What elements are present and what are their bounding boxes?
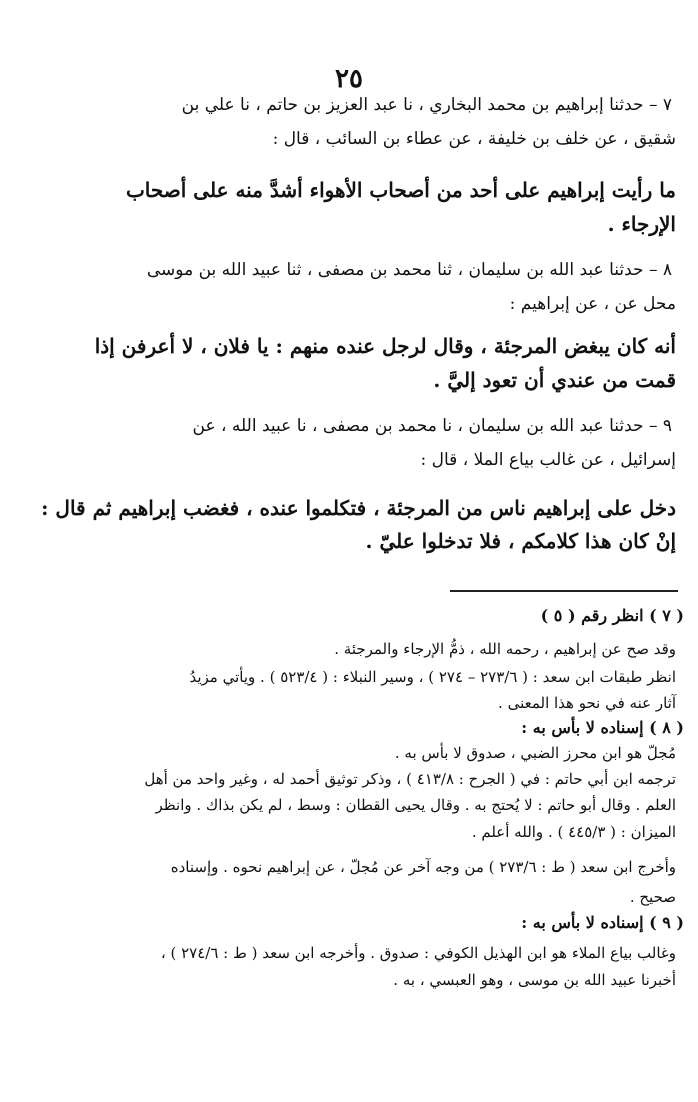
- footnote-line: وأخرج ابن سعد ( ط : ٢٧٣/٦ ) من وجه آخر عن مُجلّ ، عن إبراهيم نحوه . وإسناده: [170, 858, 676, 876]
- body-text-line: قمت من عندي أن تعود إليَّ .: [433, 368, 676, 392]
- body-text-line: محل عن ، عن إبراهيم :: [509, 294, 676, 314]
- footnote-line: ترجمه ابن أبي حاتم : في ( الجرح : ٤١٣/٨ ) ، وذكر توثيق أحمد له ، وغير واحد من أهل: [144, 770, 676, 788]
- body-text-line: أنه كان يبغض المرجئة ، وقال لرجل عنده منهم : يا فلان ، لا أعرفن إذا: [94, 334, 676, 358]
- page-number: ٢٥: [335, 64, 363, 94]
- footnote-line: مُجلّ هو ابن محرز الضبي ، صدوق لا بأس به .: [394, 744, 676, 762]
- footnote-line: ( ٨ ) إسناده لا بأس به :: [521, 718, 684, 737]
- footnote-line: وقد صح عن إبراهيم ، رحمه الله ، ذمُّ الإرجاء والمرجئة .: [334, 640, 676, 658]
- footnote-line: العلم . وقال أبو حاتم : لا يُحتج به . وقال يحيى القطان : وسط ، لم يكن بذاك . وانظر: [155, 796, 676, 814]
- body-text-line: ٩ – حدثنا عبد الله بن سليمان ، نا محمد بن مصفى ، نا عبيد الله ، عن: [192, 416, 672, 436]
- body-text-line: إسرائيل ، عن غالب بياع الملا ، قال :: [420, 450, 676, 470]
- footnote-separator: [450, 590, 678, 592]
- body-text-line: ما رأيت إبراهيم على أحد من أصحاب الأهواء أشدَّ منه على أصحاب: [125, 178, 676, 202]
- footnote-line: صحيح .: [629, 888, 676, 906]
- footnote-line: ( ٧ ) انظر رقم ( ٥ ): [540, 606, 684, 625]
- body-text-line: ٨ – حدثنا عبد الله بن سليمان ، ثنا محمد بن مصفى ، ثنا عبيد الله بن موسى: [146, 260, 672, 280]
- body-text-line: دخل على إبراهيم ناس من المرجئة ، فتكلموا عنده ، فغضب إبراهيم ثم قال :: [41, 496, 676, 520]
- footnote-line: وغالب بياع الملاء هو ابن الهذيل الكوفي : صدوق . وأخرجه ابن سعد ( ط : ٢٧٤/٦ ) ،: [160, 944, 676, 962]
- footnote-line: أخبرنا عبيد الله بن موسى ، وهو العبسي ، به .: [393, 971, 676, 989]
- body-text-line: شقيق ، عن خلف بن خليفة ، عن عطاء بن السائب ، قال :: [272, 129, 676, 149]
- body-text-line: إنْ كان هذا كلامكم ، فلا تدخلوا عليّ .: [365, 529, 676, 553]
- body-text-line: الإرجاء .: [607, 212, 676, 236]
- body-text-line: ٧ – حدثنا إبراهيم بن محمد البخاري ، نا عبد العزيز بن حاتم ، نا علي بن: [181, 95, 672, 115]
- footnote-line: آثار عنه في نحو هذا المعنى .: [498, 694, 676, 712]
- footnote-line: انظر طبقات ابن سعد : ( ٢٧٣/٦ – ٢٧٤ ) ، وسير النبلاء : ( ٥٢٣/٤ ) . ويأتي مزيدُ: [189, 668, 676, 686]
- footnote-line: ( ٩ ) إسناده لا بأس به :: [521, 913, 684, 932]
- footnote-line: الميزان : ( ٤٤٥/٣ ) . والله أعلم .: [471, 823, 676, 841]
